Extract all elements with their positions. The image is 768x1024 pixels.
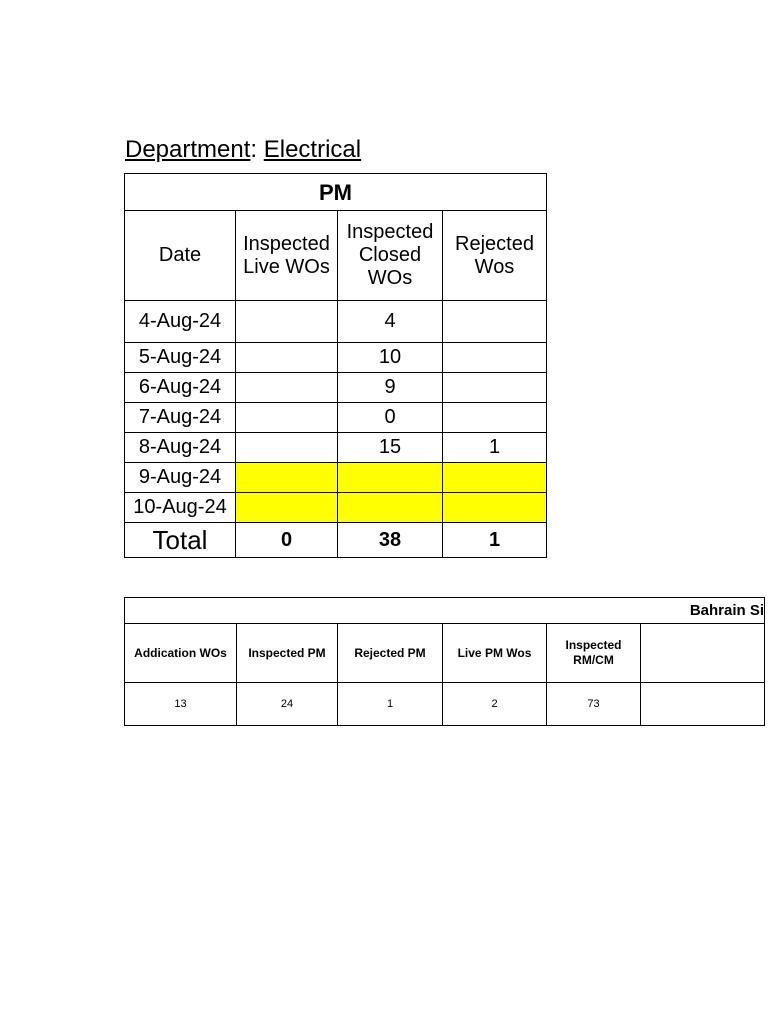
summary-header-rejected-pm: Rejected PM xyxy=(338,624,443,683)
cell-date: 8-Aug-24 xyxy=(125,433,236,463)
heading-separator: : xyxy=(250,136,258,163)
cell-rejected xyxy=(443,463,547,493)
cell-inspected-live xyxy=(236,403,338,433)
cell-rejected xyxy=(443,403,547,433)
summary-table-container xyxy=(123,597,764,737)
summary-header-live-pm: Live PM Wos xyxy=(443,624,547,683)
table-row xyxy=(125,403,547,433)
cell-rejected xyxy=(443,301,547,343)
summary-header-extra xyxy=(641,624,765,683)
cell-inspected-closed: 4 xyxy=(338,301,443,343)
cell-inspected-closed xyxy=(338,463,443,493)
cell-date: 5-Aug-24 xyxy=(125,343,236,373)
total-inspected-live: 0 xyxy=(236,523,338,558)
cell-inspected-closed: 15 xyxy=(338,433,443,463)
cell-inspected-live xyxy=(236,343,338,373)
cell-date: 9-Aug-24 xyxy=(125,463,236,493)
summary-value-inspected-pm: 24 xyxy=(237,683,338,726)
header-rejected: Rejected Wos xyxy=(443,211,547,301)
cell-inspected-live xyxy=(236,301,338,343)
table-row xyxy=(125,433,547,463)
department-label: Department xyxy=(125,136,251,163)
total-rejected: 1 xyxy=(443,523,547,558)
cell-rejected xyxy=(443,343,547,373)
table-row xyxy=(125,493,547,523)
table-row xyxy=(125,301,547,343)
summary-table xyxy=(124,597,765,726)
department-heading xyxy=(125,134,361,166)
total-row xyxy=(125,523,547,558)
header-inspected-live: Inspected Live WOs xyxy=(236,211,338,301)
cell-inspected-live xyxy=(236,373,338,403)
table-row xyxy=(125,343,547,373)
total-label: Total xyxy=(125,523,236,558)
table-row xyxy=(125,463,547,493)
summary-header-addication: Addication WOs xyxy=(125,624,237,683)
cell-date: 4-Aug-24 xyxy=(125,301,236,343)
pm-table-title: PM xyxy=(125,174,547,211)
summary-value-rejected-pm: 1 xyxy=(338,683,443,726)
cell-inspected-live xyxy=(236,433,338,463)
summary-header-row xyxy=(125,624,765,683)
total-inspected-closed: 38 xyxy=(338,523,443,558)
summary-value-inspected-rmcm: 73 xyxy=(547,683,641,726)
summary-value-addication: 13 xyxy=(125,683,237,726)
cell-inspected-live xyxy=(236,463,338,493)
cell-inspected-closed: 9 xyxy=(338,373,443,403)
summary-header-inspected-pm: Inspected PM xyxy=(237,624,338,683)
summary-values-row xyxy=(125,683,765,726)
cell-rejected xyxy=(443,373,547,403)
summary-value-extra xyxy=(641,683,765,726)
cell-inspected-closed: 10 xyxy=(338,343,443,373)
cell-rejected xyxy=(443,493,547,523)
summary-header-inspected-rmcm: Inspected RM/CM xyxy=(547,624,641,683)
table-row xyxy=(125,373,547,403)
cell-date: 7-Aug-24 xyxy=(125,403,236,433)
cell-date: 10-Aug-24 xyxy=(125,493,236,523)
summary-banner xyxy=(125,598,765,624)
summary-value-live-pm: 2 xyxy=(443,683,547,726)
cell-inspected-live xyxy=(236,493,338,523)
cell-inspected-closed: 0 xyxy=(338,403,443,433)
department-value: Electrical xyxy=(263,136,362,163)
summary-banner-text: Bahrain Si xyxy=(689,602,764,619)
cell-inspected-closed xyxy=(338,493,443,523)
header-inspected-closed: Inspected Closed WOs xyxy=(338,211,443,301)
cell-rejected: 1 xyxy=(443,433,547,463)
cell-date: 6-Aug-24 xyxy=(125,373,236,403)
pm-table xyxy=(124,173,547,558)
pm-header-row xyxy=(125,211,547,301)
header-date: Date xyxy=(125,211,236,301)
